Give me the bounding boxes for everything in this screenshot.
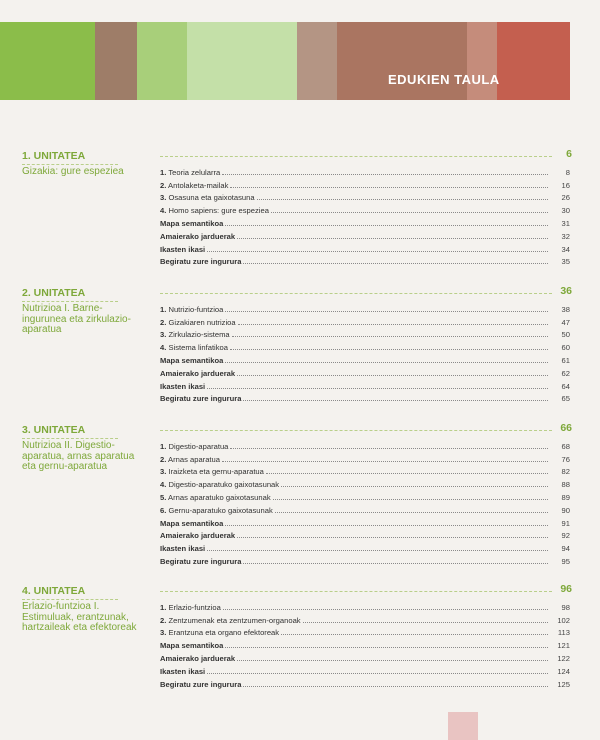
toc-entry-label <box>160 506 275 515</box>
toc-entry-page: 50 <box>561 330 570 340</box>
dot-leader <box>273 498 548 500</box>
toc-entry-label <box>160 628 281 637</box>
dot-leader <box>230 186 548 188</box>
unit-subtitle: Gizakia: gure espeziea <box>22 166 124 177</box>
toc-entry-label <box>160 544 207 553</box>
toc-entry-label <box>160 181 230 190</box>
toc-entry-page: 91 <box>561 518 570 528</box>
dot-leader <box>225 361 548 363</box>
toc-entry-page: 64 <box>561 381 570 391</box>
toc-entry-title: Digestio-aparatua <box>168 441 229 451</box>
unit-subtitle: Nutrizioa I. Barne-ingurunea eta zirkulazio-aparatua <box>22 303 131 335</box>
toc-entry-page: 68 <box>561 441 570 451</box>
dot-leader <box>281 633 548 635</box>
toc-entry[interactable] <box>160 215 570 228</box>
toc-entry-title: Gernu-aparatuko gaixotasunak <box>168 505 273 515</box>
dot-leader <box>275 511 548 513</box>
toc-entry-page: 125 <box>557 679 570 689</box>
toc-entry-number: 3. <box>160 628 167 638</box>
toc-entry-title: Ikasten ikasi <box>160 544 206 554</box>
unit-heading: 3. UNITATEA <box>22 424 86 436</box>
toc-entry-title: Nutrizio-funtzioa <box>168 304 224 314</box>
toc-entry-page: 98 <box>561 602 570 612</box>
dot-leader <box>243 399 548 401</box>
toc-entry-page: 65 <box>561 394 570 404</box>
toc-entry-label <box>160 219 225 228</box>
toc-entry-page: 124 <box>557 666 570 676</box>
toc-entry-page: 88 <box>561 480 570 490</box>
toc-entry-title: Begiratu zure ingurura <box>160 394 242 404</box>
toc-entry[interactable] <box>160 378 570 391</box>
unit-heading: 1. UNITATEA <box>22 150 86 162</box>
toc-entry-page: 16 <box>561 180 570 190</box>
toc-entry-title: Zentzumenak eta zentzumen-organoak <box>168 615 301 625</box>
toc-entry-list <box>160 599 570 689</box>
toc-entry-title: Ikasten ikasi <box>160 381 206 391</box>
toc-entry[interactable] <box>160 365 570 378</box>
toc-entry-list <box>160 438 570 566</box>
toc-entry-page: 47 <box>561 317 570 327</box>
toc-entry-page: 102 <box>557 615 570 625</box>
toc-entry-label <box>160 257 243 266</box>
toc-entry-page: 38 <box>561 304 570 314</box>
toc-entry[interactable] <box>160 228 570 241</box>
toc-entry-title: Erlazio-funtzioa <box>168 602 221 612</box>
toc-entry-page: 121 <box>557 641 570 651</box>
toc-entry-label <box>160 343 230 352</box>
banner-color-block <box>0 22 95 100</box>
banner-color-block <box>337 22 467 100</box>
toc-entry[interactable] <box>160 663 570 676</box>
toc-entry-number: 3. <box>160 330 167 340</box>
unit-start-page: 66 <box>560 422 572 434</box>
toc-entry[interactable] <box>160 177 570 190</box>
toc-entry-page: 92 <box>561 531 570 541</box>
banner-color-block <box>297 22 337 100</box>
toc-entry[interactable] <box>160 625 570 638</box>
toc-entry-title: Begiratu zure ingurura <box>160 556 242 566</box>
toc-entry-page: 113 <box>557 628 570 638</box>
dot-leader <box>257 198 548 200</box>
toc-entry-number: 1. <box>160 167 167 177</box>
unit-start-page: 36 <box>560 285 572 297</box>
unit-heading-underline <box>22 599 118 600</box>
toc-entry-label <box>160 369 237 378</box>
toc-entry-title: Zirkulazio-sistema <box>168 330 230 340</box>
dot-leader <box>237 374 548 376</box>
toc-entry-title: Begiratu zure ingurura <box>160 257 242 267</box>
toc-entry-label <box>160 616 303 625</box>
toc-entry-label <box>160 193 257 202</box>
toc-entry[interactable] <box>160 339 570 352</box>
toc-entry-page: 8 <box>565 167 570 177</box>
toc-entry-page: 90 <box>561 505 570 515</box>
dot-leader <box>281 485 548 487</box>
toc-entry[interactable] <box>160 327 570 340</box>
toc-entry[interactable] <box>160 301 570 314</box>
banner-color-block <box>95 22 137 100</box>
toc-entry[interactable] <box>160 438 570 451</box>
unit-divider <box>160 156 552 157</box>
unit-divider <box>160 293 552 294</box>
dot-leader <box>225 524 548 526</box>
toc-entry-page: 122 <box>557 653 570 663</box>
toc-entry[interactable] <box>160 650 570 663</box>
toc-entry[interactable] <box>160 553 570 566</box>
unit-heading: 4. UNITATEA <box>22 585 86 597</box>
toc-entry-title: Ikasten ikasi <box>160 666 206 676</box>
toc-entry-label <box>160 206 271 215</box>
dot-leader <box>230 348 548 350</box>
dot-leader <box>243 562 548 564</box>
toc-entry-label <box>160 641 225 650</box>
toc-entry-label <box>160 603 223 612</box>
toc-entry-title: Antolaketa-mailak <box>168 180 229 190</box>
toc-entry-label <box>160 356 225 365</box>
banner-color-block <box>187 22 297 100</box>
toc-entry-title: Digestio-aparatuko gaixotasunak <box>168 480 280 490</box>
page-title: EDUKIEN TAULA <box>388 72 500 87</box>
toc-entry-page: 89 <box>561 492 570 502</box>
unit-start-page: 6 <box>566 148 572 160</box>
unit-heading-underline <box>22 301 118 302</box>
toc-entry[interactable] <box>160 190 570 203</box>
dot-leader <box>243 262 548 264</box>
banner-color-block <box>497 22 570 100</box>
dot-leader <box>271 211 548 213</box>
toc-entry-page: 34 <box>561 244 570 254</box>
toc-entry[interactable] <box>160 241 570 254</box>
toc-entry[interactable] <box>160 676 570 689</box>
toc-entry-label <box>160 654 237 663</box>
banner-color-block <box>467 22 497 100</box>
unit-heading-underline <box>22 164 118 165</box>
toc-entry-title: Amaierako jarduerak <box>160 231 236 241</box>
dot-leader <box>225 310 548 312</box>
toc-entry-label <box>160 519 225 528</box>
dot-leader <box>237 237 548 239</box>
dot-leader <box>207 387 548 389</box>
toc-entry[interactable] <box>160 637 570 650</box>
toc-entry-title: Osasuna eta gaixotasuna <box>168 193 255 203</box>
dot-leader <box>237 659 548 661</box>
toc-entry-label <box>160 480 281 489</box>
dot-leader <box>238 323 548 325</box>
unit-divider <box>160 591 552 592</box>
toc-entry-title: Begiratu zure ingurura <box>160 679 242 689</box>
toc-entry[interactable] <box>160 502 570 515</box>
toc-entry-title: Teoria zelularra <box>168 167 221 177</box>
toc-entry-page: 31 <box>561 218 570 228</box>
toc-entry[interactable] <box>160 476 570 489</box>
toc-entry-number: 3. <box>160 193 167 203</box>
toc-entry-title: Iraizketa eta gernu-aparatua <box>168 467 264 477</box>
toc-entry-title: Gizakiaren nutrizioa <box>168 317 236 327</box>
toc-entry-title: Amaierako jarduerak <box>160 531 236 541</box>
dot-leader <box>243 685 548 687</box>
toc-entry-title: Mapa semantikoa <box>160 641 224 651</box>
unit-heading-underline <box>22 438 118 439</box>
toc-entry-page: 60 <box>561 343 570 353</box>
toc-entry-title: Amaierako jarduerak <box>160 653 236 663</box>
toc-entry-label <box>160 394 243 403</box>
toc-entry-label <box>160 455 222 464</box>
toc-entry-number: 1. <box>160 441 167 451</box>
toc-entry-title: Homo sapiens: gure espeziea <box>168 206 269 216</box>
toc-entry-page: 30 <box>561 206 570 216</box>
toc-entry[interactable] <box>160 254 570 267</box>
dot-leader <box>230 447 548 449</box>
toc-entry-title: Mapa semantikoa <box>160 355 224 365</box>
toc-entry[interactable] <box>160 451 570 464</box>
toc-entry[interactable] <box>160 202 570 215</box>
toc-entry-label <box>160 531 237 540</box>
unit-divider <box>160 430 552 431</box>
toc-entry-label <box>160 232 237 241</box>
page-corner-tab <box>448 712 478 740</box>
toc-entry[interactable] <box>160 515 570 528</box>
toc-entry-page: 94 <box>561 544 570 554</box>
toc-entry-page: 26 <box>561 193 570 203</box>
toc-entry-page: 76 <box>561 454 570 464</box>
dot-leader <box>222 460 548 462</box>
toc-entry-label <box>160 305 225 314</box>
toc-entry-label <box>160 680 243 689</box>
toc-entry-label <box>160 493 273 502</box>
toc-entry-number: 2. <box>160 615 167 625</box>
toc-entry-number: 4. <box>160 206 167 216</box>
toc-entry-title: Arnas aparatua <box>168 454 220 464</box>
unit-subtitle: Nutrizioa II. Digestio-aparatua, arnas aparatua eta gernu-aparatua <box>22 440 135 472</box>
dot-leader <box>266 472 548 474</box>
toc-entry[interactable] <box>160 528 570 541</box>
toc-entry-number: 4. <box>160 480 167 490</box>
toc-entry[interactable] <box>160 489 570 502</box>
toc-entry-title: Sistema linfatikoa <box>168 343 228 353</box>
toc-entry-title: Arnas aparatuko gaixotasunak <box>168 492 271 502</box>
toc-entry-title: Ikasten ikasi <box>160 244 206 254</box>
toc-entry-number: 1. <box>160 602 167 612</box>
toc-entry[interactable] <box>160 314 570 327</box>
toc-entry-title: Amaierako jarduerak <box>160 368 236 378</box>
toc-entry-number: 4. <box>160 343 167 353</box>
header-banner <box>0 22 600 100</box>
dot-leader <box>207 549 548 551</box>
toc-entry-page: 62 <box>561 368 570 378</box>
toc-entry[interactable] <box>160 391 570 404</box>
dot-leader <box>207 672 548 674</box>
toc-entry-page: 35 <box>561 257 570 267</box>
toc-entry[interactable] <box>160 540 570 553</box>
toc-entry-label <box>160 557 243 566</box>
dot-leader <box>222 173 548 175</box>
toc-entry-list <box>160 164 570 266</box>
toc-entry[interactable] <box>160 612 570 625</box>
toc-entry[interactable] <box>160 464 570 477</box>
toc-entry-page: 61 <box>561 355 570 365</box>
dot-leader <box>225 224 548 226</box>
toc-entry-label <box>160 442 230 451</box>
toc-entry-number: 2. <box>160 454 167 464</box>
toc-entry-label <box>160 667 207 676</box>
dot-leader <box>303 621 548 623</box>
toc-entry-label <box>160 330 232 339</box>
toc-entry-number: 2. <box>160 317 167 327</box>
toc-entry-title: Mapa semantikoa <box>160 218 224 228</box>
dot-leader <box>225 646 548 648</box>
toc-entry-list <box>160 301 570 403</box>
toc-entry-title: Mapa semantikoa <box>160 518 224 528</box>
banner-color-block <box>137 22 187 100</box>
toc-entry-label <box>160 382 207 391</box>
toc-entry[interactable] <box>160 164 570 177</box>
dot-leader <box>207 250 548 252</box>
toc-entry-number: 3. <box>160 467 167 477</box>
toc-entry-label <box>160 467 266 476</box>
dot-leader <box>237 536 548 538</box>
unit-subtitle: Erlazio-funtzioa I. Estimuluak, erantzunak, hartzaileak eta efektoreak <box>22 601 137 633</box>
toc-entry-page: 82 <box>561 467 570 477</box>
toc-entry-title: Erantzuna eta organo efektoreak <box>168 628 280 638</box>
toc-entry-label <box>160 318 238 327</box>
unit-start-page: 96 <box>560 583 572 595</box>
toc-entry-number: 2. <box>160 180 167 190</box>
dot-leader <box>223 608 548 610</box>
toc-entry-page: 95 <box>561 556 570 566</box>
toc-entry[interactable] <box>160 352 570 365</box>
toc-entry[interactable] <box>160 599 570 612</box>
toc-entry-label <box>160 245 207 254</box>
toc-entry-label <box>160 168 222 177</box>
dot-leader <box>232 335 548 337</box>
unit-heading: 2. UNITATEA <box>22 287 86 299</box>
toc-entry-number: 6. <box>160 505 167 515</box>
toc-entry-number: 1. <box>160 304 167 314</box>
toc-entry-page: 32 <box>561 231 570 241</box>
toc-entry-number: 5. <box>160 492 167 502</box>
